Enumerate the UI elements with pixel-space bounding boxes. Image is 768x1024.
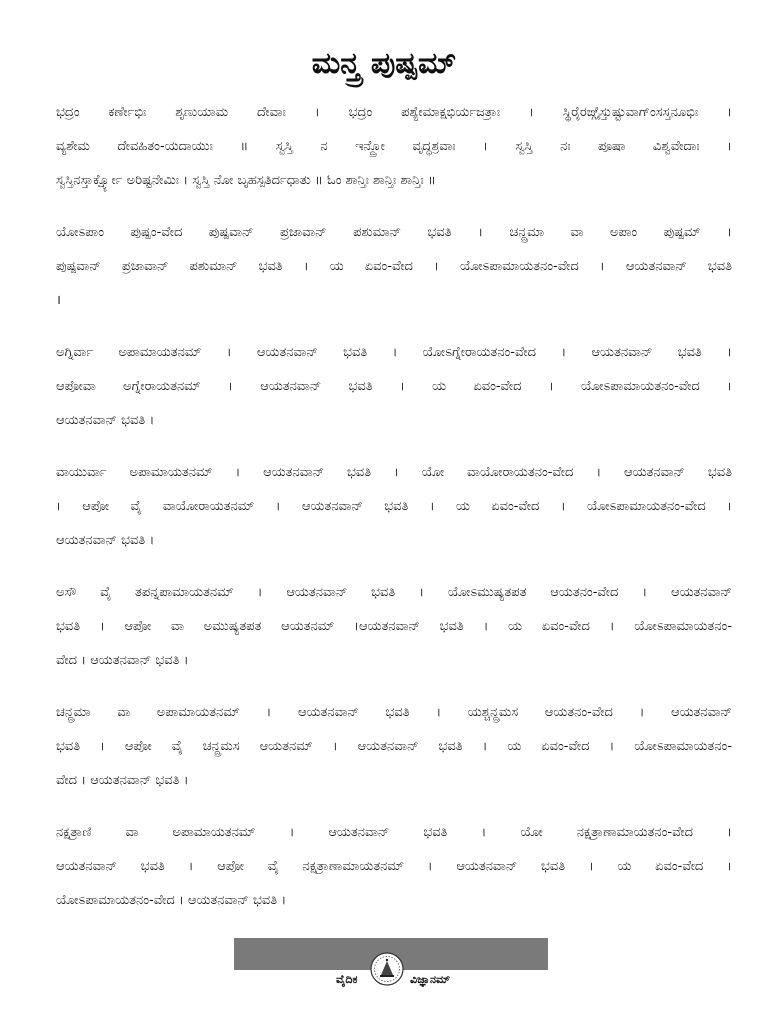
text-line: ನಕ್ಷತ್ರಾಣಿ ವಾ ಅಪಾಮಾಯತನಮ್ । ಆಯತನವಾನ್ ಭವತಿ । ಯೋ ನಕ್ಷತ್ರಾಣಾಮಾಯತನಂ-ವೇದ ।	[56, 825, 732, 840]
text-line: । ಆಪೋ ವೈ ವಾಯೋರಾಯತನಮ್ । ಆಯತನವಾನ್ ಭವತಿ । ಯ ಏವಂ-ವೇದ । ಯೋಽಪಾಮಾಯತನಂ-ವೇದ ।	[56, 499, 732, 514]
text-line: ಆಯತನವಾನ್ ಭವತಿ ।	[56, 413, 155, 428]
text-line: ಸ್ವಸ್ತಿನಸ್ತಾರ್ಕ್ಷ್ಯೋ ಅರಿಷ್ಟನೇಮಿಃ । ಸ್ವಸ್ತಿ ನೋ ಬೃಹಸ್ಪತಿರ್ದಧಾತು ॥ ಓಂ ಶಾನ್ತಿಃ ಶಾನ್ತಿಃ ಶಾನ್ತಿಃ ॥	[56, 173, 436, 188]
paragraph	[56, 216, 732, 318]
text-line: ವೇದ । ಆಯತನವಾನ್ ಭವತಿ ।	[56, 773, 189, 788]
temple-emblem-icon	[370, 952, 404, 986]
paragraph	[56, 816, 732, 918]
text-line: ಪುಷ್ಪವಾನ್ ಪ್ರಜಾವಾನ್ ಪಶುಮಾನ್ ಭವತಿ । ಯ ಏವಂ-ವೇದ । ಯೋಽಪಾಮಾಯತನಂ-ವೇದ । ಆಯತನವಾನ್ ಭವತಿ	[56, 259, 732, 274]
text-line: ಯೋಽಪಾಂ ಪುಷ್ಪಂ-ವೇದ ಪುಷ್ಪವಾನ್ ಪ್ರಜಾವಾನ್ ಪಶುಮಾನ್ ಭವತಿ । ಚನ್ದ್ರಮಾ ವಾ ಅಪಾಂ ಪುಷ್ಪಮ್ ।	[56, 225, 732, 240]
text-line: ವ್ಯಶೇಮ ದೇವಹಿತಂ-ಯದಾಯುಃ ॥ ಸ್ವಸ್ತಿ ನ ಇನ್ದ್ರೋ ವೃದ್ಧಶ್ರವಾಃ । ಸ್ವಸ್ತಿ ನಃ ಪೂಷಾ ವಿಶ್ವವೇದಾಃ ।	[56, 139, 732, 154]
text-line: ಆಯತನವಾನ್ ಭವತಿ । ಆಪೋ ವೈ ನಕ್ಷತ್ರಾಣಾಮಾಯತನಮ್ । ಆಯತನವಾನ್ ಭವತಿ । ಯ ಏವಂ-ವೇದ ।	[56, 859, 732, 874]
page-title: ಮನ್ತ್ರ ಪುಷ್ಪಮ್	[311, 46, 457, 81]
paragraph	[56, 336, 732, 438]
text-line: ಯೋಽಪಾಮಾಯತನಂ-ವೇದ । ಆಯತನವಾನ್ ಭವತಿ ।	[56, 893, 287, 908]
text-line: ಆಯತನವಾನ್ ಭವತಿ ।	[56, 533, 155, 548]
text-line: ಆಪೋವಾ ಅಗ್ನೇರಾಯತನಮ್ । ಆಯತನವಾನ್ ಭವತಿ । ಯ ಏವಂ-ವೇದ । ಯೋಽಪಾಮಾಯತನಂ-ವೇದ ।	[56, 379, 732, 394]
paragraph	[56, 576, 732, 678]
text-line: ಚನ್ದ್ರಮಾ ವಾ ಅಪಾಮಾಯತನಮ್ । ಆಯತನವಾನ್ ಭವತಿ । ಯಶ್ಚನ್ದ್ರಮಸ ಆಯತನಂ-ವೇದ । ಆಯತನವಾನ್	[56, 705, 732, 720]
paragraph	[56, 96, 732, 198]
text-line: ಅಸೌ ವೈ ತಪನ್ನಪಾಮಾಯತನಮ್ । ಆಯತನವಾನ್ ಭವತಿ । ಯೋಽಮುಷ್ಯತಪತ ಆಯತನಂ-ವೇದ । ಆಯತನವಾನ್	[56, 585, 732, 600]
text-line: ಭವತಿ । ಆಪೋ ವಾ ಅಮುಷ್ಯತಪತ ಆಯತನಮ್ ।ಆಯತನವಾನ್ ಭವತಿ । ಯ ಏವಂ-ವೇದ । ಯೋಽಪಾಮಾಯತನಂ-	[56, 619, 732, 634]
text-line: ವೇದ । ಆಯತನವಾನ್ ಭವತಿ ।	[56, 653, 189, 668]
text-line: ಭವತಿ । ಆಪೋ ವೈ ಚನ್ದ್ರಮಸ ಆಯತನಮ್ । ಆಯತನವಾನ್ ಭವತಿ । ಯ ಏವಂ-ವೇದ । ಯೋಽಪಾಮಾಯತನಂ-	[56, 739, 732, 754]
footer-logo	[234, 938, 548, 990]
paragraph	[56, 456, 732, 558]
footer-text-vaidika: ವೈದಿಕ	[336, 973, 358, 986]
text-line: ಭದ್ರಂ ಕರ್ಣೇಭಿಃ ಶೃಣುಯಾಮ ದೇವಾಃ । ಭದ್ರಂ ಪಶ್ಯೇಮಾಕ್ಷಭಿರ್ಯಜತ್ರಾಃ । ಸ್ಥಿರೈರಙ್ಗೈಸ್ತುಷ್ಟುವಾಗ್ಂಸಸ್ತನೂಭಿಃ ।	[56, 105, 732, 120]
text-line: ವಾಯುರ್ವಾ ಅಪಾಮಾಯತನಮ್ । ಆಯತನವಾನ್ ಭವತಿ । ಯೋ ವಾಯೋರಾಯತನಂ-ವೇದ । ಆಯತನವಾನ್ ಭವತಿ	[56, 465, 732, 480]
footer-text-vijnanam: ವಿಜ್ಞಾನಮ್	[410, 973, 451, 986]
paragraph	[56, 696, 732, 798]
text-line: ।	[56, 293, 61, 308]
text-line: ಅಗ್ನಿರ್ವಾ ಅಪಾಮಾಯತನಮ್ । ಆಯತನವಾನ್ ಭವತಿ । ಯೋಽಗ್ನೇರಾಯತನಂ-ವೇದ । ಆಯತನವಾನ್ ಭವತಿ ।	[56, 345, 732, 360]
document-body	[56, 96, 732, 936]
